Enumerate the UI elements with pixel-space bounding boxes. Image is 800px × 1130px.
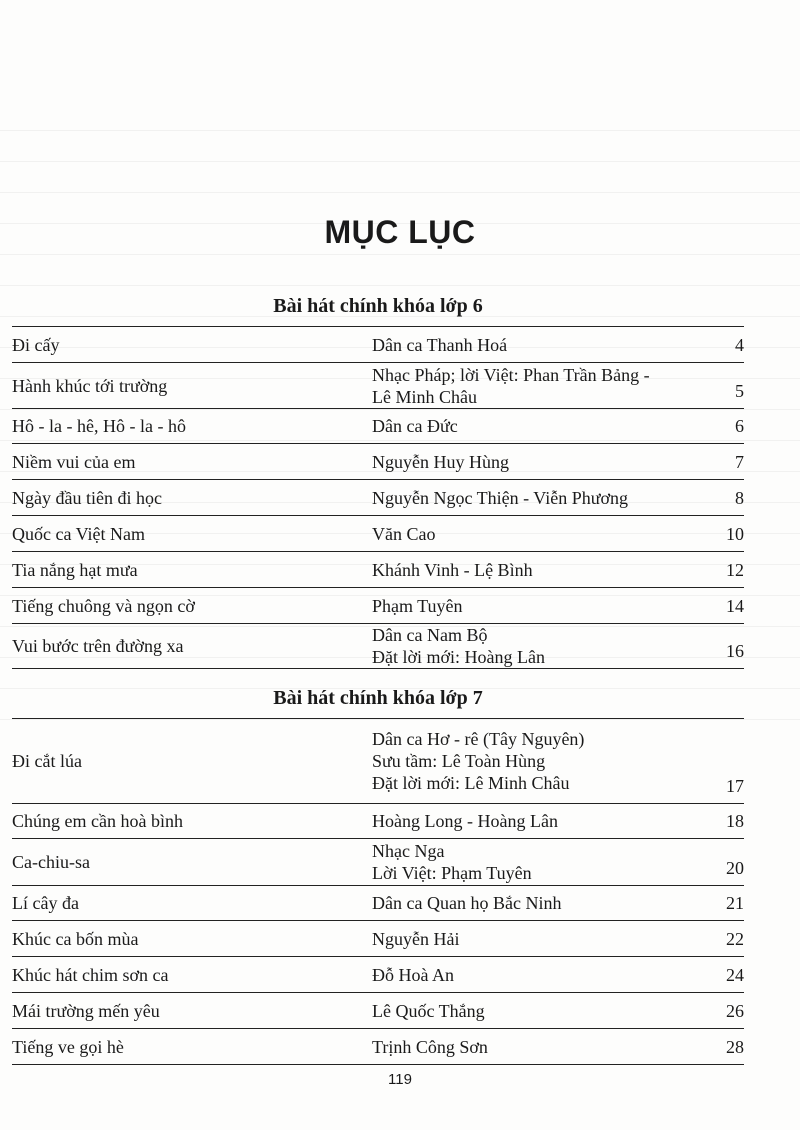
song-title: Tiếng ve gọi hè — [12, 1036, 124, 1057]
song-author — [372, 595, 704, 617]
author-line: Dân ca Đức — [372, 416, 458, 436]
toc-row — [12, 804, 744, 839]
author-line: Hoàng Long - Hoàng Lân — [372, 811, 558, 831]
author-line: Lê Minh Châu — [372, 386, 477, 407]
author-line: Văn Cao — [372, 523, 436, 544]
page-ref: 18 — [726, 811, 744, 831]
page-ref: 6 — [735, 416, 744, 436]
song-author — [372, 559, 704, 581]
section-heading: Bài hát chính khóa lớp 7 — [12, 680, 744, 719]
author-line: Nguyễn Ngọc Thiện - Viễn Phương — [372, 487, 628, 508]
toc-row — [12, 957, 744, 993]
toc-row — [12, 624, 744, 669]
song-title: Hành khúc tới trường — [12, 375, 168, 396]
page-ref: 22 — [726, 929, 744, 949]
toc-row — [12, 993, 744, 1029]
author-line: Lời Việt: Phạm Tuyên — [372, 863, 532, 883]
song-title: Khúc ca bốn mùa — [12, 928, 139, 949]
song-title: Ngày đầu tiên đi học — [12, 487, 162, 508]
author-line: Dân ca Nam Bộ — [372, 625, 488, 645]
song-title: Chúng em cần hoà bình — [12, 811, 183, 831]
toc-row — [12, 886, 744, 921]
author-line: Nguyễn Huy Hùng — [372, 451, 509, 472]
song-title: Tiếng chuông và ngọn cờ — [12, 595, 195, 616]
toc-row — [12, 480, 744, 516]
page-ref: 12 — [726, 560, 744, 580]
song-title: Mái trường mến yêu — [12, 1000, 160, 1021]
song-author — [372, 1000, 704, 1022]
song-title: Đi cắt lúa — [12, 751, 82, 771]
toc-row — [12, 552, 744, 588]
song-author — [372, 523, 704, 545]
page-ref: 8 — [735, 488, 744, 508]
song-title: Đi cấy — [12, 334, 60, 355]
author-line: Phạm Tuyên — [372, 595, 463, 616]
song-title: Ca-chiu-sa — [12, 852, 90, 872]
page-ref: 14 — [726, 596, 744, 616]
song-author — [372, 928, 704, 950]
song-title: Quốc ca Việt Nam — [12, 523, 146, 544]
toc-row — [12, 921, 744, 957]
author-line: Sưu tầm: Lê Toàn Hùng — [372, 751, 546, 771]
song-author — [372, 334, 704, 356]
song-author — [372, 892, 704, 914]
toc-row — [12, 444, 744, 480]
author-line: Khánh Vinh - Lệ Bình — [372, 559, 533, 580]
author-line: Đỗ Hoà An — [372, 964, 454, 985]
page-ref: 28 — [726, 1037, 744, 1057]
song-title: Hô - la - hê, Hô - la - hô — [12, 416, 186, 436]
page-ref: 10 — [726, 524, 744, 544]
toc-row — [12, 409, 744, 444]
author-line: Nhạc Pháp; lời Việt: Phan Trần Bảng - — [372, 364, 650, 385]
page-ref: 16 — [726, 641, 744, 661]
toc-row — [12, 719, 744, 804]
toc-row — [12, 363, 744, 409]
page-ref: 4 — [735, 335, 744, 355]
song-author — [372, 487, 704, 509]
author-line: Nhạc Nga — [372, 841, 445, 861]
toc-row — [12, 516, 744, 552]
song-author — [372, 964, 704, 986]
author-line: Lê Quốc Thắng — [372, 1000, 485, 1021]
page-ref: 24 — [726, 965, 744, 985]
toc-row — [12, 839, 744, 886]
toc-row — [12, 588, 744, 624]
page-ref: 26 — [726, 1001, 744, 1021]
song-title: Niềm vui của em — [12, 451, 136, 472]
song-title: Khúc hát chim sơn ca — [12, 964, 169, 985]
toc-row — [12, 327, 744, 363]
page-title: MỤC LỤC — [324, 214, 476, 250]
toc-row — [12, 1029, 744, 1065]
song-author — [372, 451, 704, 473]
author-line: Nguyễn Hải — [372, 928, 460, 949]
song-author — [372, 415, 704, 437]
page-ref: 20 — [726, 858, 744, 878]
song-author — [372, 728, 704, 794]
author-line: Đặt lời mới: Hoàng Lân — [372, 647, 546, 667]
song-author — [372, 624, 704, 668]
song-title: Tia nắng hạt mưa — [12, 559, 138, 580]
page-number: 119 — [388, 1071, 412, 1088]
page-ref: 21 — [726, 893, 744, 913]
song-author — [372, 364, 704, 408]
author-line: Dân ca Hơ - rê (Tây Nguyên) — [372, 729, 585, 749]
section-heading: Bài hát chính khóa lớp 6 — [12, 288, 744, 327]
author-line: Dân ca Thanh Hoá — [372, 334, 508, 355]
author-line: Đặt lời mới: Lê Minh Châu — [372, 773, 570, 793]
page-ref: 17 — [726, 776, 744, 796]
song-title: Vui bước trên đường xa — [12, 636, 184, 656]
song-author — [372, 810, 704, 832]
song-author — [372, 1036, 704, 1058]
section-grade-7 — [12, 680, 744, 1065]
author-line: Trịnh Công Sơn — [372, 1036, 488, 1057]
page-ref: 5 — [735, 381, 744, 401]
author-line: Dân ca Quan họ Bắc Ninh — [372, 893, 562, 913]
song-title: Lí cây đa — [12, 893, 79, 913]
section-grade-6 — [12, 288, 744, 669]
page-ref: 7 — [735, 452, 744, 472]
song-author — [372, 840, 704, 884]
